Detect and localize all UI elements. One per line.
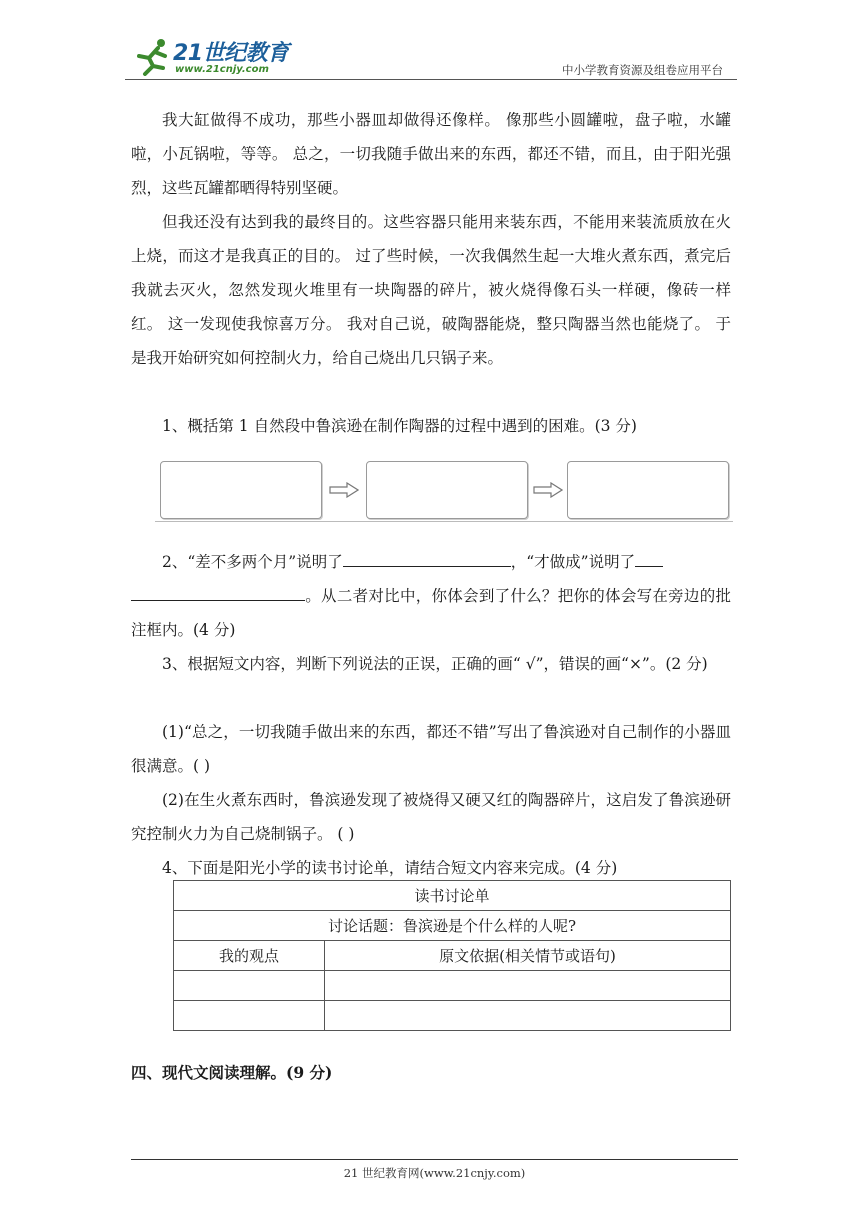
answer-box-1[interactable] xyxy=(160,461,322,519)
question-1: 1、概括第 1 自然段中鲁滨逊在制作陶器的过程中遇到的困难。(3 分) xyxy=(162,417,637,435)
site-logo xyxy=(125,36,295,76)
arrow-right-icon xyxy=(533,482,563,498)
table-header-evidence: 原文依据(相关情节或语句) xyxy=(325,941,731,971)
page-header xyxy=(125,36,737,80)
question-2-part-a: 2、“差不多两个月”说明了 xyxy=(162,553,343,571)
header-divider xyxy=(125,79,737,80)
table-cell-opinion[interactable] xyxy=(174,971,325,1001)
section-title: 四、现代文阅读理解。(9 分) xyxy=(131,1063,333,1082)
page-footer: 21 世纪教育网(www.21cnjy.com) xyxy=(343,1166,526,1180)
question-2 xyxy=(131,545,731,647)
table-title: 读书讨论单 xyxy=(174,881,731,911)
table-topic: 讨论话题：鲁滨逊是个什么样的人呢? xyxy=(174,911,731,941)
table-cell-opinion[interactable] xyxy=(174,1001,325,1031)
table-row xyxy=(174,1001,731,1031)
answer-flow-diagram xyxy=(155,455,733,523)
passage-paragraph-2: 但我还没有达到我的最终目的。这些容器只能用来装东西，不能用来装流质放在火上烧，而这才是我真正的目的。 过了些时候，一次我偶然生起一大堆火煮东西，煮完后我就去灭火，忽然发现火堆里有一块陶器的碎片，被火烧得像石头一样硬，像砖一样红。 这一发现使我惊喜万分。 我对自己说，破陶器能烧，整只陶器当然也能烧了。 于是我开始研究如何控制火力，给自己烧出几只锅子来。 xyxy=(131,213,731,367)
table-cell-evidence[interactable] xyxy=(325,1001,731,1031)
question-3: 3、根据短文内容，判断下列说法的正误，正确的画“ √”，错误的画“×”。(2 分) xyxy=(162,655,708,673)
table-header-opinion: 我的观点 xyxy=(174,941,325,971)
discussion-table xyxy=(173,880,731,1031)
answer-box-2[interactable] xyxy=(366,461,528,519)
logo-text: 21世纪教育 xyxy=(173,41,289,66)
header-title: 中小学教育资源及组卷应用平台 xyxy=(562,63,723,77)
question-2-part-c: 。从二者对比中，你体会到了什么？把你的体会写在旁边的批注框内。(4 分) xyxy=(131,587,731,639)
answer-blank-1[interactable] xyxy=(343,548,511,567)
question-3-item-1: (1)“总之，一切我随手做出来的东西，都还不错”写出了鲁滨逊对自己制作的小器皿很满意。( ) xyxy=(131,723,731,775)
logo-url: www.21cnjy.com xyxy=(175,64,269,75)
question-3-item-2: (2)在生火煮东西时，鲁滨逊发现了被烧得又硬又红的陶器碎片，这启发了鲁滨逊研究控制火力为自己烧制锅子。 ( ) xyxy=(131,791,731,843)
passage-paragraph-1: 我大缸做得不成功，那些小器皿却做得还像样。 像那些小圆罐啦，盘子啦，水罐啦，小瓦锅啦，等等。 总之，一切我随手做出来的东西，都还不错，而且，由于阳光强烈，这些瓦罐都晒得特别坚硬。 xyxy=(131,111,731,197)
table-row xyxy=(174,971,731,1001)
answer-box-3[interactable] xyxy=(567,461,729,519)
runner-logo-icon xyxy=(131,38,175,76)
arrow-right-icon xyxy=(329,482,359,498)
question-4: 4、下面是阳光小学的读书讨论单，请结合短文内容来完成。(4 分) xyxy=(162,859,618,877)
footer-divider xyxy=(131,1159,738,1160)
question-2-part-b: ，“才做成”说明了 xyxy=(510,553,636,571)
answer-blank-2[interactable] xyxy=(635,548,663,567)
answer-blank-2-cont[interactable] xyxy=(131,582,305,601)
table-cell-evidence[interactable] xyxy=(325,971,731,1001)
flow-baseline xyxy=(155,521,733,522)
